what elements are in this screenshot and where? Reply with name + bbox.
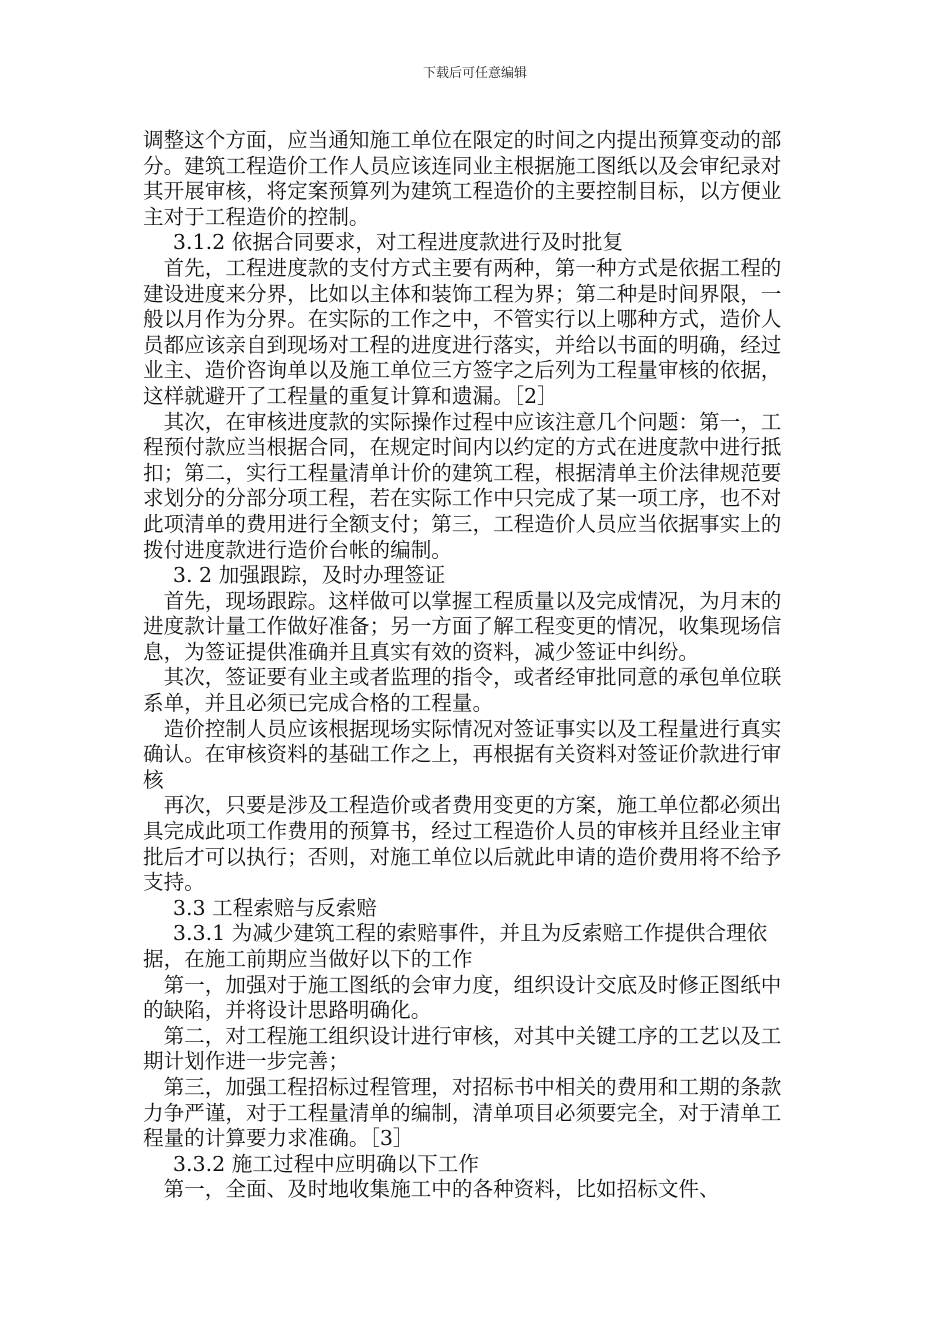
paragraph: 再次，只要是涉及工程造价或者费用变更的方案，施工单位都必须出具完成此项工作费用的预算书，经过工程造价人员的审核并且经业主审批后才可以执行；否则，对施工单位以后就此申请的造价费用将不给予支持。: [143, 793, 782, 895]
paragraph: 其次，签证要有业主或者监理的指令，或者经审批同意的承包单位联系单，并且必须已完成合格的工程量。: [143, 665, 782, 716]
paragraph: 首先，工程进度款的支付方式主要有两种，第一种方式是依据工程的建设进度来分界，比如以主体和装饰工程为界；第二种是时间界限，一般以月作为分界。在实际的工作之中，不管实行以上哪种方式，造价人员都应该亲自到现场对工程的进度进行落实，并给以书面的明确，经过业主、造价咨询单以及施工单位三方签字之后列为工程量审核的依据，这样就避开了工程量的重复计算和遗漏。［2］: [143, 255, 782, 408]
paragraph: 其次，在审核进度款的实际操作过程中应该注意几个问题：第一，工程预付款应当根据合同，在规定时间内以约定的方式在进度款中进行抵扣；第二，实行工程量清单计价的建筑工程，根据清单主价法律规范要求划分的分部分项工程，若在实际工作中只完成了某一项工序，也不对此项清单的费用进行全额支付；第三，工程造价人员应当依据事实上的拨付进度款进行造价台帐的编制。: [143, 409, 782, 562]
paragraph: 第二，对工程施工组织设计进行审核，对其中关键工序的工艺以及工期计划作进一步完善；: [143, 1023, 782, 1074]
page-header-note: 下载后可任意编辑: [422, 66, 527, 81]
paragraph: 第一，全面、及时地收集施工中的各种资料，比如招标文件、: [163, 1177, 720, 1202]
section-heading-3-3-2: 3.3.2 施工过程中应明确以下工作: [172, 1151, 479, 1176]
paragraph: 第一，加强对于施工图纸的会审力度，组织设计交底及时修正图纸中的缺陷，并将设计思路明确化。: [143, 972, 782, 1023]
section-heading-3-2: 3. 2 加强跟踪，及时办理签证: [172, 563, 446, 588]
paragraph: 造价控制人员应该根据现场实际情况对签证事实以及工程量进行真实确认。在审核资料的基础工作之上，再根据有关资料对签证价款进行审核: [143, 716, 782, 792]
paragraph: 首先，现场跟踪。这样做可以掌握工程质量以及完成情况，为月末的进度款计量工作做好准备；另一方面了解工程变更的情况，收集现场信息，为签证提供准确并且真实有效的资料，减少签证中纠纷。: [143, 588, 782, 664]
section-heading-3-1-2: 3.1.2 依据合同要求，对工程进度款进行及时批复: [172, 230, 624, 255]
section-heading-3-3-1: 3.3.1 为减少建筑工程的索赔事件，并且为反索赔工作提供合理依据，在施工前期应当做好以下的工作: [143, 921, 768, 971]
document-body: [143, 128, 783, 1203]
section-heading-3-3: 3.3 工程索赔与反索赔: [172, 895, 377, 920]
paragraph: 第三，加强工程招标过程管理，对招标书中相关的费用和工期的条款力争严谨，对于工程量清单的编制，清单项目必须要完全，对于清单工程量的计算要力求准确。［3］: [143, 1074, 782, 1151]
paragraph-continuation: 调整这个方面，应当通知施工单位在限定的时间之内提出预算变动的部分。建筑工程造价工作人员应该连同业主根据施工图纸以及会审纪录对其开展审核，将定案预算列为建筑工程造价的主要控制目标，以方便业主对于工程造价的控制。: [143, 128, 782, 229]
